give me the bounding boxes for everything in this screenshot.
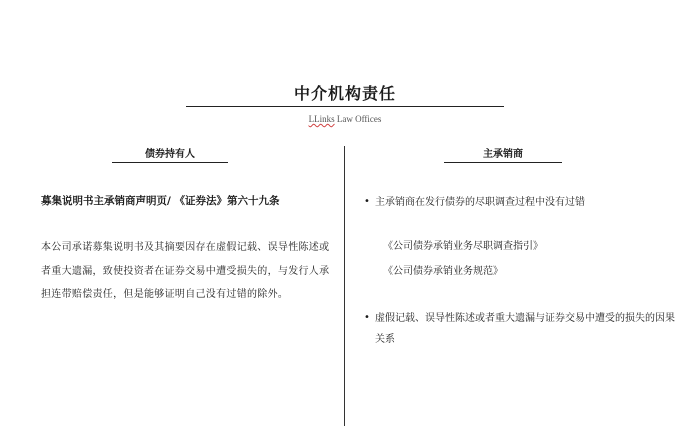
right-header-underline <box>444 162 562 163</box>
right-column-header: 主承销商 <box>483 149 523 160</box>
bullet-text: 主承销商在发行债券的尽职调查过程中没有过错 <box>375 197 585 208</box>
left-body-text: 本公司承诺募集说明书及其摘要因存在虚假记载、误导性陈述或者重大遗漏，致使投资者在证券交易中遭受损失的，与发行人承担连带赔偿责任，但是能够证明自己没有过错的除外。 <box>41 242 330 300</box>
left-header-underline <box>112 162 228 163</box>
left-column-header: 债券持有人 <box>145 149 195 160</box>
left-section-heading: 募集说明书主承销商声明页/ 《证券法》第六十九条 <box>41 195 280 207</box>
firm-subtitle-rest: Law Offices <box>334 114 382 124</box>
slide-title: 中介机构责任 <box>293 84 396 103</box>
bullet-text: 虚假记载、误导性陈述或者重大遗漏与证券交易中遭受的损失的因果关系 <box>375 313 675 345</box>
reference-item: 《公司债券承销业务规范》 <box>383 266 503 277</box>
title-underline <box>186 106 504 107</box>
bullet-dot: • <box>364 312 370 323</box>
bullet-dot: • <box>364 196 370 207</box>
column-divider <box>344 146 345 426</box>
firm-subtitle <box>186 113 504 125</box>
firm-subtitle-mark: LLinks <box>308 114 335 124</box>
reference-item: 《公司债券承销业务尽职调查指引》 <box>383 241 543 252</box>
